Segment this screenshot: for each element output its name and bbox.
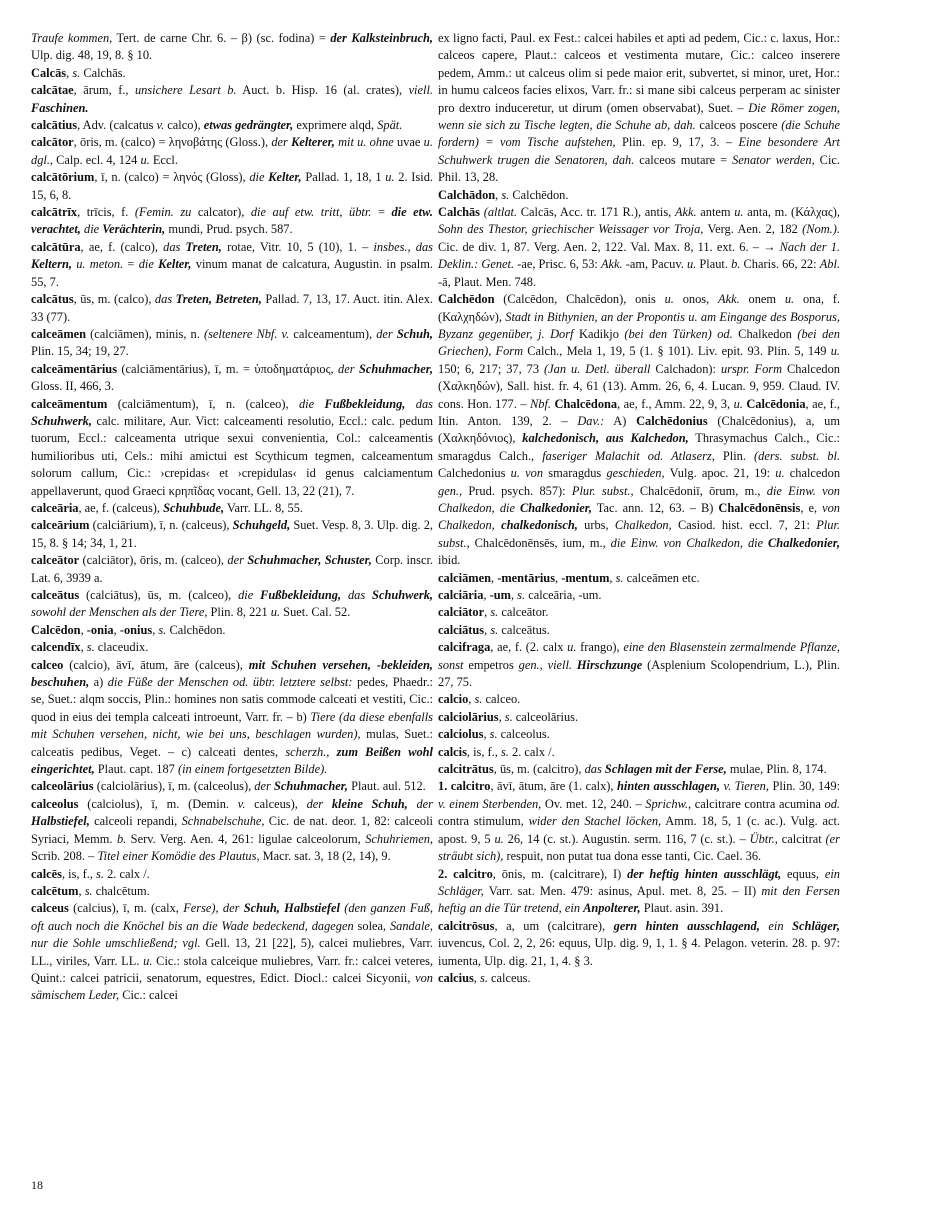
dictionary-entry: calceolārius (calciolārius), ī, m. (calceolus), der Schuhmacher, Plaut. aul. 512. (31, 779, 426, 794)
dictionary-entry: calcēs, is, f., s. 2. calx /. (31, 866, 150, 881)
dictionary-entry: calciātus, s. calceātus. (438, 622, 550, 637)
dictionary-entry: calcētum, s. chalcētum. (31, 883, 150, 898)
dictionary-entry: ex ligno facti, Paul. ex Fest.: calcei habiles et apti ad pedem, Cic.: c. laxus, Hor.: calceos capere, Plaut.: calceos et vestimenta mutare, Cic.: calceo inserere pedem, Amm.: ut calceus olim si pede maior erit, subvertet, si minor, uret, Hor.: in humu calceos facies elixos, Varr. fr.: si mane sibi calceus perperam ac sinister pro dextro induceretur, ut dirum (omen observabat), Suet. – Die Römer zogen, wenn sie sich zu Tische legten, die Schuhe ab, dah. calceos poscere (die Schuhe fordern) = vom Tische aufstehen, Plin. ep. 9, 17, 3. – Eine besondere Art Schuhwerk trugen die Senatoren, dah. calceos mutare = Senator werden, Cic. Phil. 13, 28. (438, 31, 840, 185)
dictionary-entry: calcātius, Adv. (calcatus v. calco), etwas gedrängter, exprimere alqd, Spät. (31, 118, 403, 133)
dictionary-entry: calcitrātus, ūs, m. (calcitro), das Schlagen mit der Ferse, mulae, Plin. 8, 174. (438, 762, 827, 777)
right-column (438, 30, 840, 987)
dictionary-entry: calciolārius, s. calceolārius. (438, 709, 579, 724)
dictionary-entry: calcātus, ūs, m. (calco), das Treten, Betreten, Pallad. 7, 13, 17. Auct. itin. Alex. 33 (77). (31, 292, 433, 324)
dictionary-entry: calcitrōsus, a, um (calcitrare), gern hinten ausschlagend, ein Schläger, iuvencus, Col. 2, 2, 26: equus, Ulp. dig. 9, 1, 1. § 4. Pelagon. veterin. 28. p. 97: iumenta, Ulp. dig. 21, 1, 4. § 3. (438, 918, 840, 968)
dictionary-entry: calcendīx, s. claceudix. (31, 640, 149, 655)
dictionary-entry: Calchēdon (Calcēdon, Chalcēdon), onis u. onos, Akk. onem u. ona, f. (Καλχηδών), Stadt in Bithynien, an der Propontis u. am Eingange des Bosporus, Byzanz gegenüber, j. Dorf Kadikjo (bei den Türken) od. Chalkedon (bei den Griechen), Form Calch., Mela 1, 19, 5 (1. § 101). Liv. epit. 93. Plin. 5, 149 u. 150; 6, 217; 37, 73 (Jan u. Detl. überall Calchadon): urspr. Form Chalcedon (Χαλκηδών), Sall. hist. fr. 4, 61 (13). Amm. 26, 6, 4. Lucan. 9, 959. Claud. IV. cons. Hon. 177. – Nbf. Chalcēdona, ae, f., Amm. 22, 9, 3, u. Calcēdonia, ae, f., Itin. Anton. 139, 2. – Dav.: A) Calchēdonius (Chalcēdonius), a, um (Χαλκηδόνιος), kalchedonisch, aus Kalchedon, Thrasymachus Calch., Cic.: smaragdus Calch., faseriger Malachit od. Atlaserz, Plin. (ders. subst. bl. Calchedonius u. von smaragdus geschieden, Vulg. apoc. 21, 19: u. chalcedon gen., Prud. psych. 857): Plur. subst., Chalcēdoniī, ōrum, m., die Einw. von Chalkedon, die Chalkedonier, Tac. ann. 12, 63. – B) Chalcēdonēnsis, e, von Chalkedon, chalkedonisch, urbs, Chalkedon, Casiod. hist. eccl. 7, 21: Plur. subst., Chalcēdonēnsēs, ium, m., die Einw. von Chalkedon, die Chalkedonier, ibid. (438, 292, 841, 568)
dictionary-entry: calceus (calcius), ī, m. (calx, Ferse), der Schuh, Halbstiefel (den ganzen Fuß, oft auch noch die Knöchel bis an die Wade bedeckend, dagegen solea, Sandale, nur die Sohle umschließend; vgl. Gell. 13, 21 [22], 5), calcei muliebres, Varr. LL., viriles, Varr. LL. u. Cic.: stola calceique muliebres, Varr. fr.: calcei veteres, Quint.: calcei patricii, senatorum, equestres, Edict. Diocl.: calcei Sicyonii, von sämischem Leder, Cic.: calcei (31, 901, 433, 1003)
dictionary-entry: calcis, is, f., s. 2. calx /. (438, 744, 555, 759)
dictionary-entry: calcifraga, ae, f. (2. calx u. frango), eine den Blasenstein zermalmende Pflanze, sonst empetros gen., viell. Hirschzunge (Asplenium Scolopendrium, L.), Plin. 27, 75. (438, 640, 840, 690)
dictionary-entry: calciāmen, -mentārius, -mentum, s. calceāmen etc. (438, 570, 700, 585)
dictionary-entry: Traufe kommen, Tert. de carne Chr. 6. – β) (sc. fodina) = der Kalksteinbruch, Ulp. dig. 48, 19, 8. § 10. (31, 31, 433, 63)
dictionary-entry: calceāmentum (calciāmentum), ī, n. (calceo), die Fußbekleidung, das Schuhwerk, calc. militare, Aur. Vict: calceamenti resolutio, Eccl.: calc. pedum tuorum, Eccl.: calceamenta utrique sexui convenientia, Col.: calceamentis humilioribus uti, Cels.: mihi amictui est Scythicum tegmen, calceamentum solorum callum, Cic.: ›crepidas‹ et ›crepidulas‹ id genus calciamentum appellaverunt, quod Graeci κρηπῖδας vocant, Gell. 13, 22 (21), 7. (31, 396, 433, 498)
dictionary-entry: calceāmen (calciāmen), minis, n. (seltenere Nbf. v. calceamentum), der Schuh, Plin. 15, 34; 19, 27. (31, 326, 434, 359)
dictionary-entry: calceārium (calciārium), ī, n. (calceus), Schuhgeld, Suet. Vesp. 8, 3. Ulp. dig. 2, 15, 8. § 14; 34, 1, 21. (31, 518, 433, 550)
dictionary-entry: calceolus (calciolus), ī, m. (Demin. v. calceus), der kleine Schuh, der Halbstiefel, calceoli repandi, Schnabelschuhe, Cic. de nat. deor. 1, 82: calceoli Syriaci, Memm. b. Serv. Verg. Aen. 4, 261: ligulae calceolorum, Schuhriemen, Scrib. 208. – Titel einer Komödie des Plautus, Macr. sat. 3, 18 (2, 14), 9. (31, 796, 433, 864)
dictionary-entry: calciātor, s. calceātor. (438, 605, 549, 620)
dictionary-entry: calceāria, ae, f. (calceus), Schuhbude, Varr. LL. 8, 55. (31, 500, 303, 515)
dictionary-entry: calceātor (calciātor), ōris, m. (calceo), der Schuhmacher, Schuster, Corp. inscr. Lat. 6, 3939 a. (31, 553, 433, 585)
dictionary-entry: Calchādon, s. Calchēdon. (438, 187, 569, 202)
dictionary-entry: calcātor, ōris, m. (calco) = ληνοβάτης (Gloss.), der Kelterer, mit u. ohne uvae u. dgl., Calp. ecl. 4, 124 u. Eccl. (31, 135, 433, 167)
dictionary-entry: calcātūra, ae, f. (calco), das Treten, rotae, Vitr. 10, 5 (10), 1. – insbes., das Keltern, u. meton. = die Kelter, vinum manat de calcatura, Augustin. in psalm. 55, 7. (31, 239, 433, 289)
dictionary-entry: calciolus, s. calceolus. (438, 727, 550, 742)
dictionary-entry: Calcēdon, -onia, -onius, s. Calchēdon. (31, 622, 226, 637)
left-column (31, 30, 433, 1005)
page-number: 18 (31, 1178, 43, 1192)
dictionary-entry: calcātrīx, trīcis, f. (Femin. zu calcator), die auf etw. tritt, übtr. = die etw. verachtet, die Verächterin, mundi, Prud. psych. 587. (31, 205, 433, 237)
dictionary-entry: Calcās, s. Calchās. (31, 65, 126, 80)
dictionary-entry: calceāmentārius (calciāmentārius), ī, m. = ὑποδηματάριος, der Schuhmacher, Gloss. II, 466, 3. (31, 361, 433, 394)
dictionary-entry: Calchās (altlat. Calcās, Acc. tr. 171 R.), antis, Akk. antem u. anta, m. (Κάλχας), Sohn des Thestor, griechischer Weissager vor Troja, Verg. Aen. 2, 182 (Nom.). Cic. de div. 1, 87. Verg. Aen. 2, 122. Val. Max. 8, 11. ext. 6. – → Nach der 1. Deklin.: Genet. -ae, Prisc. 6, 53: Akk. -am, Pacuv. u. Plaut. b. Charis. 66, 22: Abl. -ā, Plaut. Men. 748. (438, 205, 841, 289)
dictionary-entry: calciāria, -um, s. calceāria, -um. (438, 588, 602, 602)
dictionary-entry: 1. calcitro, āvī, ātum, āre (1. calx), hinten ausschlagen, v. Tieren, Plin. 30, 149: v. einem Sterbenden, Ov. met. 12, 240. – Sprichw., calcitrare contra acumina od. contra stimulum, wider den Stachel löcken, Amm. 18, 5, 1 (c. ac.). Vulg. act. apost. 9, 5 u. 26, 14 (c. st.). Augustin. serm. 116, 7 (c. st.). – Übtr., calcitrat (er sträubt sich), respuit, non putat tua dona esse tanti, Cic. Cael. 36. (438, 779, 841, 864)
dictionary-entry: calcio, s. calceo. (438, 692, 521, 707)
dictionary-entry: calcātae, ārum, f., unsichere Lesart b. Auct. b. Hisp. 16 (al. crates), viell. Faschinen. (31, 83, 433, 115)
dictionary-entry: calcius, s. calceus. (438, 970, 531, 985)
dictionary-entry: 2. calcitro, ōnis, m. (calcitrare), I) der heftig hinten ausschlägt, equus, ein Schläger, Varr. sat. Men. 479: asinus, Apul. met. 8, 25. – II) mit den Fersen heftig an die Tür tretend, ein Anpolterer, Plaut. asin. 391. (438, 866, 840, 916)
dictionary-entry: calcātōrium, ī, n. (calco) = ληνός (Gloss), die Kelter, Pallad. 1, 18, 1 u. 2. Isid. 15, 6, 8. (31, 170, 433, 202)
dictionary-entry: calceo (calcio), āvī, ātum, āre (calceus), mit Schuhen versehen, -bekleiden, beschuhen, a) die Füße der Menschen od. übtr. letztere selbst: pedes, Phaedr.: se, Suet.: alqm soccis, Plin.: homines non satis commode calceati et vestiti, Cic.: quod in eius dei templa calceati introeunt, Varr. fr. – b) Tiere (da diese ebenfalls mit Schuhen versehen, nicht, wie bei uns, beschlagen wurden), mulas, Suet.: calceatis pedibus, Veget. – c) calceati dentes, scherzh., zum Beißen wohl eingerichtet, Plaut. capt. 187 (in einem fortgesetzten Bilde). (31, 657, 434, 777)
dictionary-entry: calceātus (calciātus), ūs, m. (calceo), die Fußbekleidung, das Schuhwerk, sowohl der Menschen als der Tiere, Plin. 8, 221 u. Suet. Cal. 52. (31, 588, 433, 620)
